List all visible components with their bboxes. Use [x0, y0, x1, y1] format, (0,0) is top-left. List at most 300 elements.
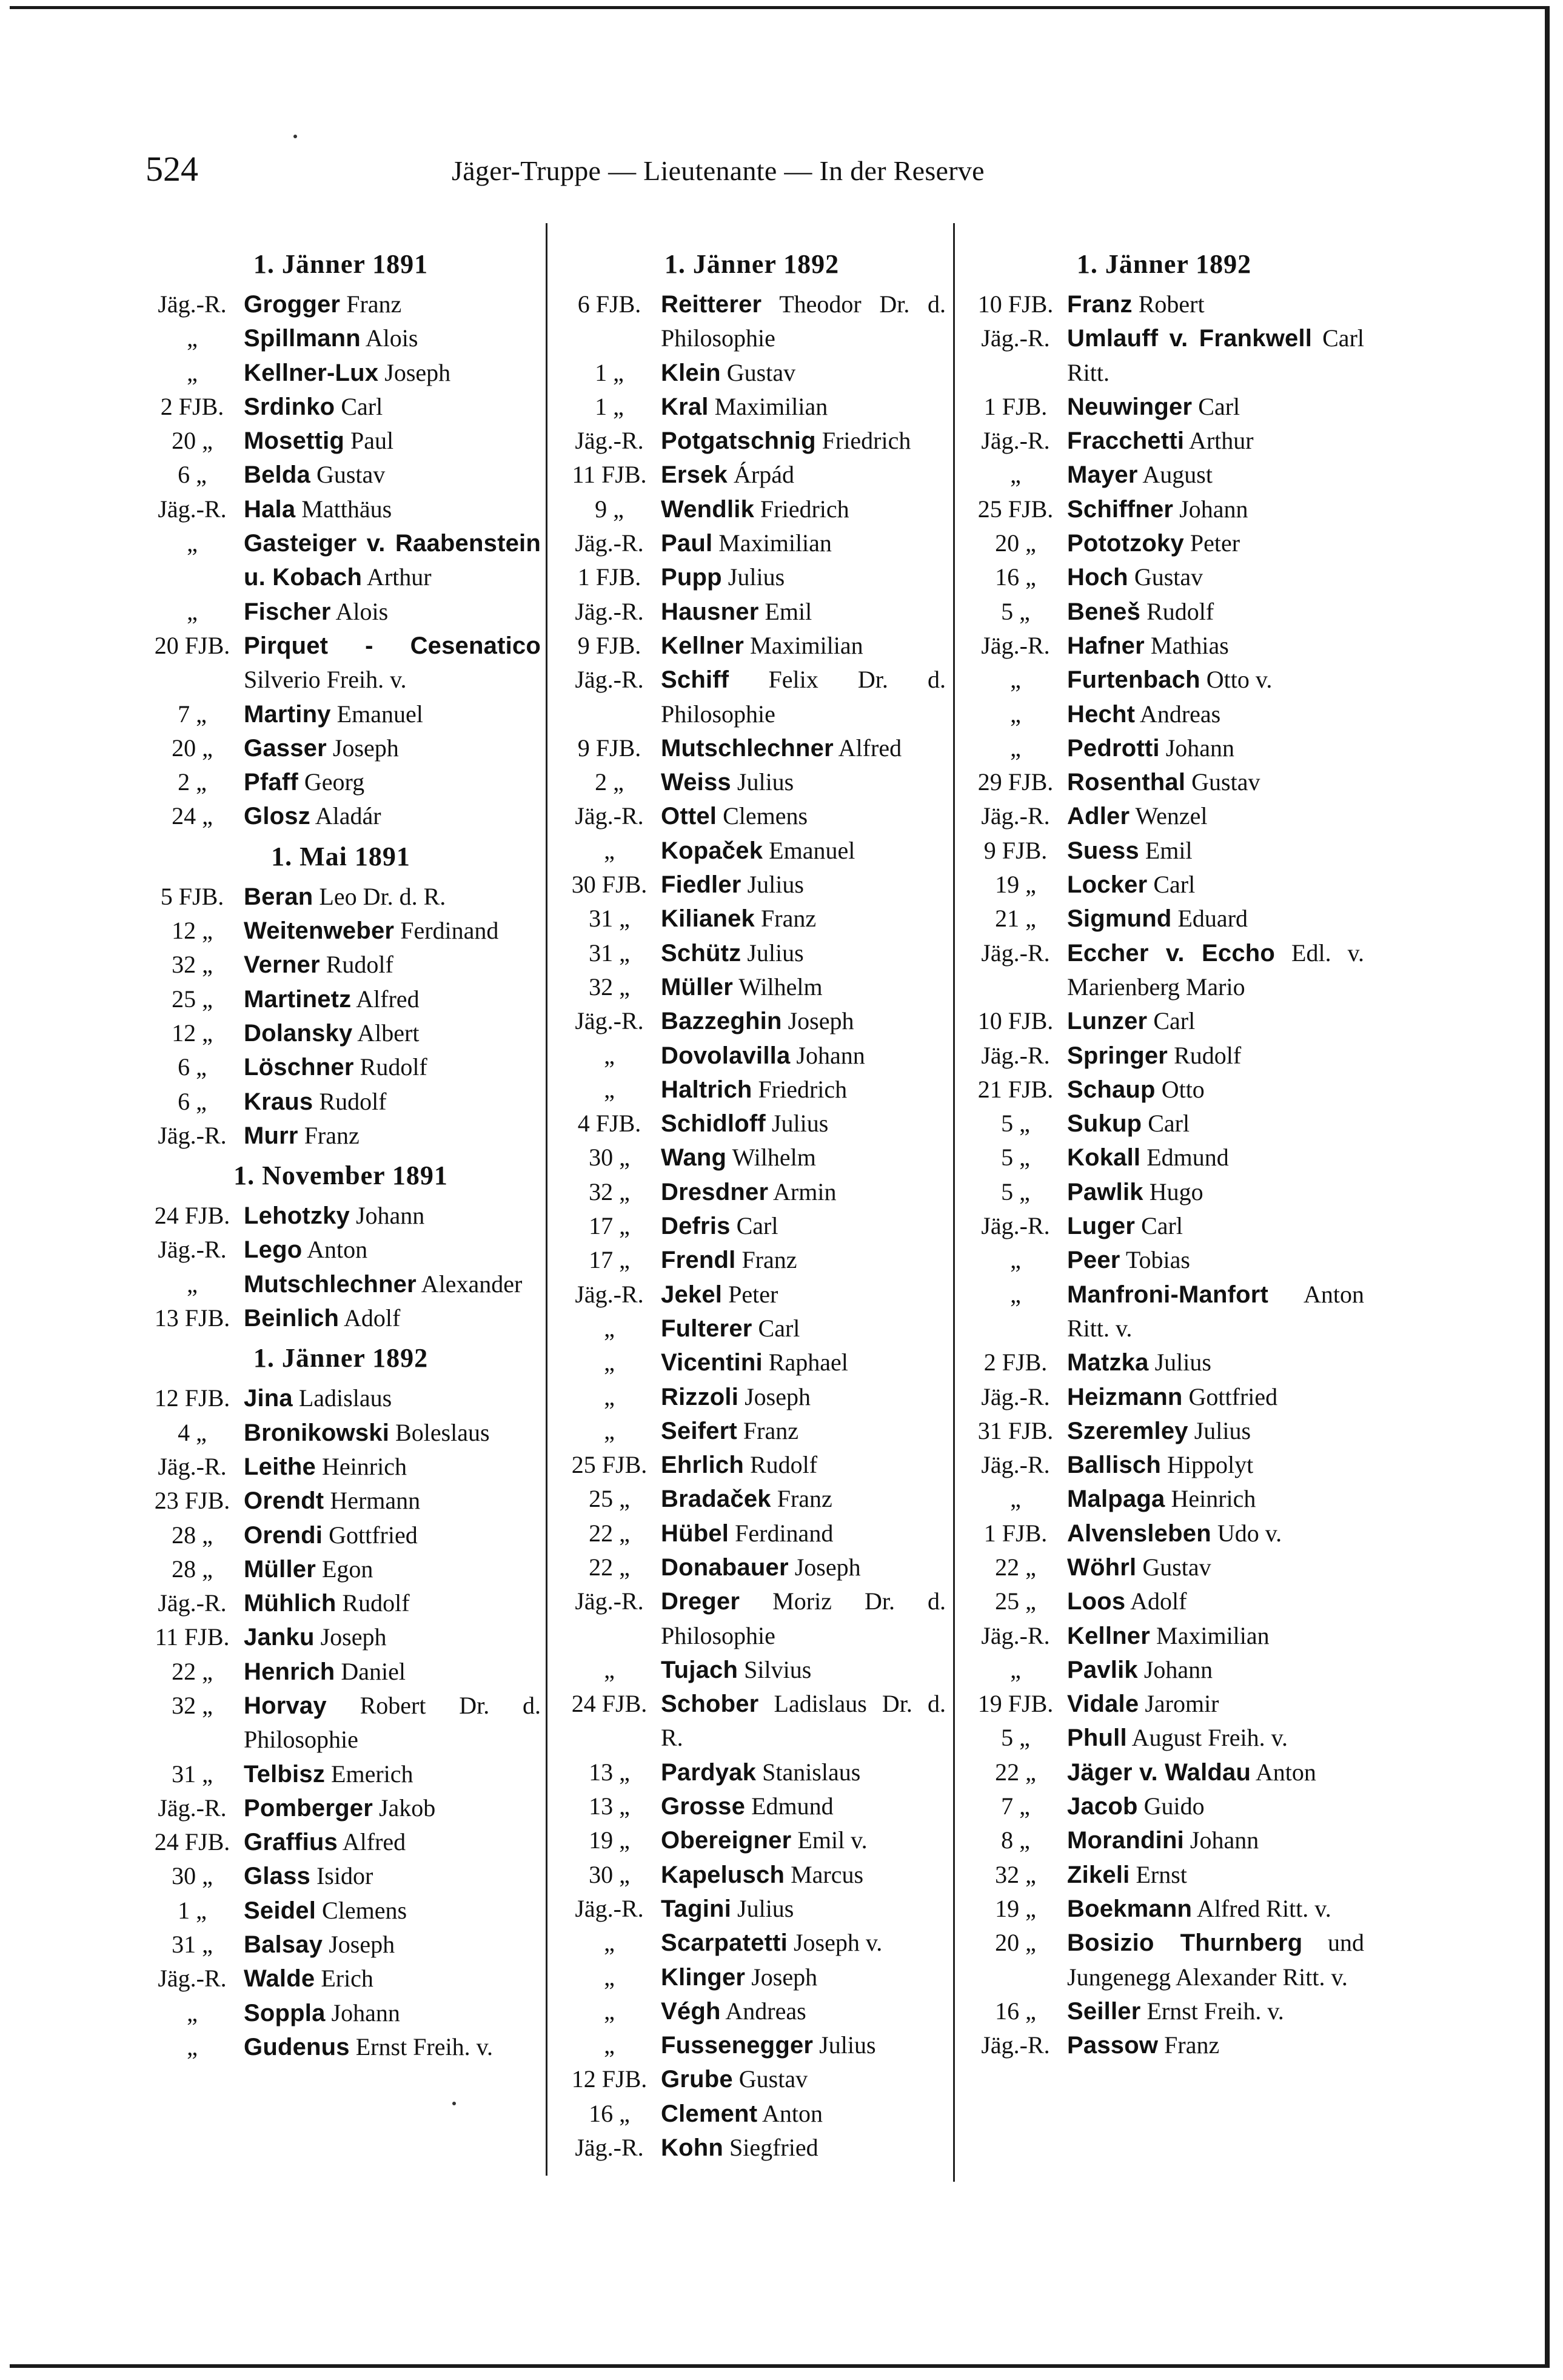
given-names: Joseph [323, 1931, 395, 1959]
given-names: Silvius [738, 1655, 812, 1683]
officer-name [661, 1994, 946, 2028]
unit-label: Jäg.-R. [575, 427, 644, 455]
unit-label: 1 „ [178, 1896, 207, 1924]
given-names: Egon [316, 1555, 373, 1583]
officer-name [661, 1209, 946, 1243]
roster-entry [558, 1243, 946, 1277]
officer-name [661, 902, 946, 936]
unit-label: 5 „ [1001, 1144, 1030, 1172]
unit-label: 16 „ [995, 1997, 1036, 2025]
officer-name [1067, 663, 1364, 697]
given-names: Julius [721, 563, 785, 591]
surname: Loos [1067, 1588, 1126, 1615]
given-names: Hugo [1143, 1178, 1203, 1205]
given-names: Arthur [1184, 427, 1254, 455]
surname: Mühlich [244, 1590, 336, 1617]
surname: Peer [1067, 1247, 1120, 1274]
surname: Passow [1067, 2032, 1159, 2059]
surname: Mosettig [244, 427, 345, 455]
given-names: Joseph [788, 1553, 861, 1581]
officer-name [661, 287, 946, 356]
roster-entry [964, 1448, 1364, 1482]
unit-label: 6 „ [178, 1053, 207, 1081]
surname: Vidale [1067, 1691, 1139, 1718]
given-names: Franz [755, 905, 817, 933]
officer-name [244, 1552, 541, 1586]
roster-entry [558, 1312, 946, 1346]
unit-label: „ [604, 1041, 615, 1069]
given-names: Gustav [1185, 768, 1260, 796]
officer-name [244, 1791, 541, 1825]
unit-label: 5 „ [1001, 1110, 1030, 1138]
surname: Schütz [661, 939, 741, 967]
given-names: Johann [1137, 1655, 1213, 1683]
roster-entry [141, 1518, 541, 1552]
unit-label: 11 FJB. [155, 1623, 230, 1651]
surname: Dreger [661, 1588, 740, 1615]
unit-label: 10 FJB. [977, 290, 1054, 318]
unit-label: 25 FJB. [571, 1451, 648, 1479]
roster-entry [558, 2062, 946, 2096]
unit-label: 10 FJB. [977, 1007, 1054, 1035]
roster-entry [558, 1823, 946, 1857]
roster-entry [141, 1301, 541, 1335]
unit-label: Jäg.-R. [575, 1007, 644, 1035]
unit-label: „ [604, 1655, 615, 1683]
unit-label: 13 „ [589, 1792, 630, 1820]
given-names: Felix Dr. d. Philosophie [661, 666, 946, 728]
column-3 [964, 241, 1364, 2062]
roster-entry [558, 2131, 946, 2165]
roster-entry [141, 1267, 541, 1301]
unit-label: 19 FJB. [977, 1690, 1054, 1718]
officer-name [244, 799, 541, 833]
roster-entry [558, 1039, 946, 1073]
unit-label: 20 FJB. [154, 631, 230, 659]
officer-name [1067, 526, 1364, 560]
unit-label: 13 „ [589, 1758, 630, 1786]
officer-name [244, 948, 541, 982]
given-names: Eduard [1171, 905, 1248, 933]
surname: Pupp [661, 564, 722, 591]
surname: Hecht [1067, 700, 1136, 728]
roster-entry [141, 799, 541, 833]
unit-label: Jäg.-R. [981, 631, 1050, 659]
officer-name [661, 970, 946, 1004]
officer-name [244, 1119, 541, 1153]
officer-name [661, 1312, 946, 1346]
roster-entry [141, 731, 541, 765]
given-names: Ferdinand [729, 1519, 834, 1547]
unit-label: 24 FJB. [154, 1828, 230, 1856]
officer-name [661, 2028, 946, 2062]
unit-label: 16 „ [589, 2099, 630, 2127]
surname: Soppla [244, 1999, 326, 2026]
officer-name [244, 492, 541, 526]
given-names: Joseph [314, 1623, 387, 1651]
surname: Jacob [1067, 1793, 1138, 1820]
roster-entry [964, 390, 1364, 424]
unit-label: Jäg.-R. [575, 802, 644, 830]
surname: Kopaček [661, 837, 763, 864]
unit-label: 17 „ [589, 1212, 630, 1240]
given-names: Emerich [325, 1760, 413, 1788]
given-names: Maximilian [1150, 1621, 1270, 1649]
column-1 [141, 241, 541, 2064]
surname: Beinlich [244, 1305, 340, 1332]
given-names: Alfred [337, 1828, 406, 1856]
surname: Tujach [661, 1656, 738, 1683]
surname: Bradaček [661, 1486, 771, 1513]
given-names: Arthur [362, 563, 432, 591]
officer-name [244, 1689, 541, 1757]
officer-name [661, 1755, 946, 1789]
given-names: Hippolyt [1161, 1451, 1254, 1479]
surname: Graffius [244, 1829, 338, 1856]
roster-entry [141, 1050, 541, 1084]
roster-entry [964, 458, 1364, 492]
surname: Sukup [1067, 1110, 1142, 1138]
unit-label: 20 „ [995, 529, 1036, 557]
surname: Fischer [244, 598, 331, 625]
officer-name [1067, 868, 1364, 902]
roster-entry [141, 1416, 541, 1450]
given-names: Peter [722, 1280, 778, 1308]
surname: Springer [1067, 1042, 1168, 1069]
roster-entry [141, 1233, 541, 1267]
roster-entry [558, 424, 946, 458]
unit-label: 31 FJB. [977, 1416, 1054, 1444]
given-names: Alfred [833, 734, 902, 762]
officer-name [661, 1858, 946, 1892]
given-names: Joseph [745, 1963, 818, 1991]
unit-label: 31 „ [172, 1931, 213, 1959]
unit-label: 31 „ [589, 905, 630, 933]
unit-label: 24 „ [172, 802, 213, 830]
surname: Belda [244, 461, 310, 489]
given-names: Tobias [1120, 1246, 1190, 1274]
roster-entry [964, 1141, 1364, 1175]
surname: Neuwinger [1067, 393, 1193, 420]
unit-label: Jäg.-R. [575, 597, 644, 625]
given-names: Guido [1137, 1792, 1205, 1820]
given-names: Gustav [1136, 1553, 1211, 1581]
officer-name [1067, 1789, 1364, 1823]
surname: Srdinko [244, 393, 335, 420]
given-names: Jaromir [1139, 1690, 1219, 1718]
surname: Grosse [661, 1793, 746, 1820]
given-names: Erich [315, 1965, 373, 1993]
surname: Lego [244, 1236, 303, 1264]
roster-entry [964, 492, 1364, 526]
given-names: Friedrich [752, 1075, 848, 1103]
given-names: Ernst Freih. v. [1140, 1997, 1284, 2025]
unit-label: 32 „ [589, 973, 630, 1001]
given-names: Carl [1147, 871, 1196, 899]
officer-name [1067, 2028, 1364, 2062]
roster-entry [558, 902, 946, 936]
officer-name [661, 799, 946, 833]
roster-entry [141, 458, 541, 492]
unit-label: Jäg.-R. [981, 427, 1050, 455]
unit-label: Jäg.-R. [981, 1041, 1050, 1069]
officer-name [244, 1381, 541, 1415]
surname: Alvensleben [1067, 1520, 1211, 1547]
given-names: Wenzel [1130, 802, 1208, 830]
given-names: Leo Dr. d. R. [313, 882, 446, 910]
surname: Mayer [1067, 461, 1138, 489]
section [141, 1335, 541, 2064]
officer-name [661, 1789, 946, 1823]
given-names: Isidor [310, 1862, 373, 1890]
roster-entry [558, 731, 946, 765]
unit-label: 13 FJB. [154, 1304, 230, 1332]
given-names: Johann [790, 1041, 865, 1069]
surname: Bronikowski [244, 1419, 390, 1446]
roster-entry [558, 1858, 946, 1892]
unit-label: „ [1010, 1485, 1021, 1513]
roster-entry [558, 1004, 946, 1038]
given-names: Albert [352, 1019, 420, 1047]
unit-label: „ [1010, 1280, 1021, 1308]
officer-name [661, 458, 946, 492]
given-names: Aladár [310, 802, 381, 830]
section-heading: 1. Jänner 1891 [253, 249, 429, 279]
unit-label: Jäg.-R. [158, 1236, 227, 1264]
surname: Manfroni-Manfort [1067, 1281, 1269, 1308]
roster-entry [964, 1346, 1364, 1379]
surname: Wendlik [661, 495, 755, 523]
unit-label: 20 „ [995, 1929, 1036, 1957]
surname: Obereigner [661, 1827, 792, 1854]
officer-name [661, 1448, 946, 1482]
unit-label: 24 FJB. [154, 1202, 230, 1230]
unit-label: „ [1010, 666, 1021, 694]
surname: Kapelusch [661, 1861, 785, 1888]
officer-name [1067, 1482, 1364, 1516]
surname: Wöhrl [1067, 1554, 1137, 1581]
officer-name [1067, 1653, 1364, 1687]
given-names: Johann [1183, 1826, 1259, 1854]
unit-label: 30 FJB. [571, 871, 648, 899]
unit-label: 30 „ [589, 1144, 630, 1172]
officer-name [661, 1960, 946, 1994]
surname: Kellner [661, 632, 745, 659]
roster-entry [141, 1552, 541, 1586]
given-names: Carl [730, 1212, 778, 1240]
officer-name [1067, 1209, 1364, 1243]
officer-name [1067, 1823, 1364, 1857]
roster-entry [558, 1278, 946, 1312]
unit-label: „ [187, 2033, 198, 2060]
officer-name [1067, 936, 1364, 1005]
officer-name [244, 1655, 541, 1689]
roster-entry [964, 1892, 1364, 1926]
given-names: Emanuel [330, 700, 423, 728]
roster-entry [964, 902, 1364, 936]
roster-entry [141, 321, 541, 355]
roster-entry [558, 936, 946, 970]
officer-name [661, 834, 946, 868]
section [558, 241, 946, 2165]
unit-label: „ [604, 1383, 615, 1410]
roster-entry [558, 356, 946, 390]
roster-entry [964, 1073, 1364, 1107]
unit-label: 6 „ [178, 461, 207, 489]
officer-name [244, 1199, 541, 1233]
surname: Hausner [661, 598, 759, 625]
given-names: Johann [1159, 734, 1235, 762]
given-names: Carl [335, 392, 383, 420]
surname: Dolansky [244, 1019, 353, 1047]
surname: Fracchetti [1067, 427, 1185, 455]
unit-label: „ [1010, 734, 1021, 762]
roster-entry [558, 1414, 946, 1448]
surname: Hübel [661, 1520, 729, 1547]
unit-label: 2 „ [595, 768, 624, 796]
given-names: Jakob [372, 1794, 436, 1822]
unit-label: 5 „ [1001, 1178, 1030, 1205]
officer-name [244, 1267, 541, 1301]
unit-label: 31 „ [589, 939, 630, 967]
roster-entry [964, 765, 1364, 799]
roster-entry [964, 731, 1364, 765]
unit-label: 22 „ [172, 1657, 213, 1685]
unit-label: „ [604, 1349, 615, 1376]
surname: Schaup [1067, 1076, 1156, 1103]
given-names: Carl [1142, 1110, 1190, 1138]
roster-entry [141, 948, 541, 982]
unit-label: 28 „ [172, 1555, 213, 1583]
given-names: Rudolf [1168, 1041, 1242, 1069]
unit-label: 12 FJB. [571, 2065, 648, 2093]
surname: Reitterer [661, 291, 762, 318]
given-names: Carl [1147, 1007, 1196, 1035]
unit-label: 5 „ [1001, 1724, 1030, 1752]
officer-name [661, 1687, 946, 1755]
roster-entry [141, 1825, 541, 1859]
speck [452, 2102, 456, 2105]
officer-name [1067, 1687, 1364, 1721]
roster-entry [558, 629, 946, 663]
officer-name [1067, 902, 1364, 936]
surname: Pedrotti [1067, 734, 1160, 762]
officer-name [661, 356, 946, 390]
roster-entry [558, 2097, 946, 2131]
unit-label: 5 FJB. [160, 882, 224, 910]
given-names: Julius [1188, 1416, 1251, 1444]
surname: Mutschlechner [244, 1270, 417, 1298]
roster-entry [558, 390, 946, 424]
surname: Janku [244, 1624, 315, 1651]
given-names: Wilhelm [726, 1144, 816, 1172]
roster-entry [141, 914, 541, 948]
given-names: Emanuel [763, 836, 855, 864]
unit-label: „ [1010, 1655, 1021, 1683]
unit-label: Jäg.-R. [575, 666, 644, 694]
roster-entry [558, 1073, 946, 1107]
officer-name [1067, 1346, 1364, 1379]
surname: Martiny [244, 700, 331, 728]
surname: Potgatschnig [661, 427, 816, 455]
surname: Fiedler [661, 871, 741, 899]
unit-label: 32 „ [172, 951, 213, 979]
unit-label: 7 „ [1001, 1792, 1030, 1820]
roster-entry [558, 1209, 946, 1243]
roster-entry [964, 799, 1364, 833]
officer-name [244, 2030, 541, 2064]
unit-label: 12 „ [172, 1019, 213, 1047]
officer-name [1067, 731, 1364, 765]
officer-name [244, 697, 541, 731]
roster-entry [964, 595, 1364, 629]
unit-label: 20 „ [172, 734, 213, 762]
roster-entry [558, 1482, 946, 1516]
given-names: Rudolf [320, 951, 393, 979]
officer-name [661, 595, 946, 629]
surname: Suess [1067, 837, 1139, 864]
surname: Bosizio Thurnberg [1067, 1929, 1303, 1957]
section-heading: 1. Jänner 1892 [664, 249, 840, 279]
surname: Jina [244, 1385, 293, 1412]
given-names: Heinrich [316, 1452, 407, 1480]
given-names: Marcus [785, 1860, 864, 1888]
given-names: Alfred [351, 985, 420, 1013]
surname: Kellner [1067, 1622, 1151, 1649]
roster-entry [964, 1482, 1364, 1516]
surname: Fussenegger [661, 2032, 814, 2059]
running-head: Jäger-Truppe — Lieutenante — In der Reserve [452, 155, 985, 186]
given-names: Daniel [335, 1657, 406, 1685]
roster-entry [964, 1550, 1364, 1584]
roster-entry [141, 595, 541, 629]
surname: Dresdner [661, 1178, 769, 1205]
unit-label: 28 „ [172, 1521, 213, 1549]
given-names: Franz [737, 1416, 798, 1444]
surname: Kraus [244, 1088, 313, 1115]
given-names: Robert [1132, 290, 1205, 318]
roster-entry [558, 1107, 946, 1141]
surname: Furtenbach [1067, 666, 1200, 694]
unit-label: 23 FJB. [154, 1487, 230, 1515]
given-names: Ferdinand [394, 917, 499, 945]
given-names: Rudolf [336, 1589, 410, 1617]
roster-entry [141, 765, 541, 799]
roster-entry [964, 1004, 1364, 1038]
officer-name [661, 1141, 946, 1175]
unit-label: 1 FJB. [983, 1519, 1048, 1547]
officer-name [1067, 1175, 1364, 1209]
officer-name [661, 1175, 946, 1209]
officer-name [1067, 1926, 1364, 1994]
unit-label: „ [1010, 461, 1021, 489]
officer-name [244, 1928, 541, 1962]
unit-label: 9 FJB. [983, 836, 1048, 864]
officer-name [661, 2131, 946, 2165]
surname: Pototzoky [1067, 530, 1184, 557]
roster-entry [558, 560, 946, 594]
surname: Végh [661, 1997, 721, 2025]
surname: Rosenthal [1067, 769, 1186, 796]
unit-label: 6 FJB. [577, 290, 641, 318]
given-names: Andreas [1135, 700, 1221, 728]
officer-name [244, 1996, 541, 2030]
surname: Klinger [661, 1963, 746, 1991]
surname: Mutschlechner [661, 734, 834, 762]
given-names: Gottfried [323, 1521, 418, 1549]
roster-entry [558, 1755, 946, 1789]
roster-entry [964, 1721, 1364, 1755]
